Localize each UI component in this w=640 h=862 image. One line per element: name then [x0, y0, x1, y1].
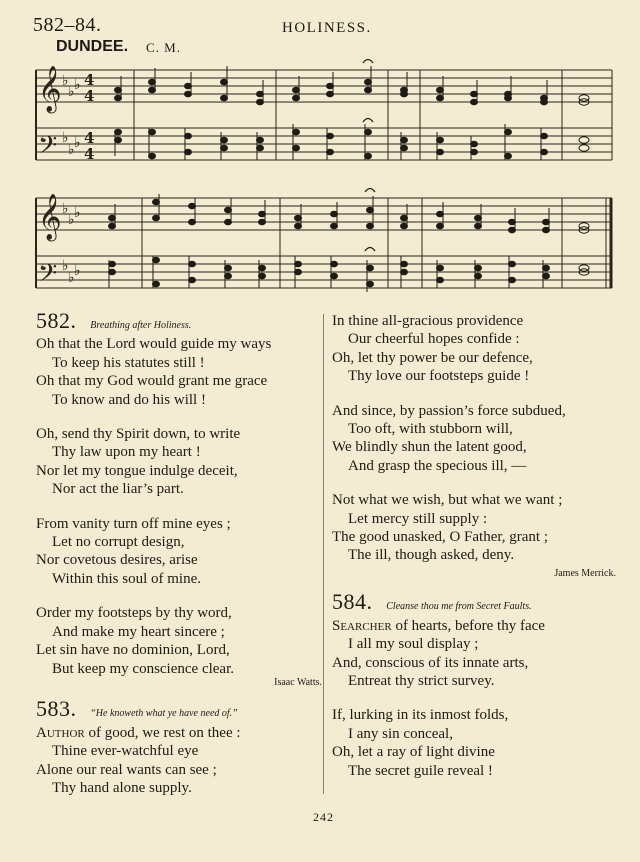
treble-clef-icon: 𝄞: [38, 66, 62, 112]
verse-line: To know and do his will !: [52, 391, 206, 408]
page-number: 242: [313, 810, 334, 824]
score-lines: [36, 70, 612, 288]
verse-line: Let no corrupt design,: [52, 534, 185, 551]
treble-clef-icon: 𝄞: [38, 194, 62, 240]
verse-line: We blindly shun the latent good,: [332, 439, 527, 456]
verse-line: From vanity turn off mine eyes ;: [36, 515, 231, 532]
verse-line: Not what we wish, but what we want ;: [332, 492, 563, 509]
svg-text:♭: ♭: [68, 84, 75, 100]
bass-clef-icon: 𝄢: [38, 131, 58, 166]
hymn-582-heading: [36, 308, 322, 335]
verse-line: Thy law upon my heart !: [52, 444, 201, 461]
verse-line: Oh that the Lord would guide my ways: [36, 336, 272, 353]
svg-text:♭: ♭: [62, 73, 69, 89]
verse-line: I all my soul display ;: [348, 636, 479, 653]
verse-line: Within this soul of mine.: [52, 570, 201, 587]
verse-line: I any sin conceal,: [348, 725, 453, 742]
svg-text:♭: ♭: [74, 135, 81, 151]
svg-text:♭: ♭: [62, 130, 69, 146]
verse-line: And, conscious of its innate arts,: [332, 654, 529, 671]
hymn-number: 582.: [36, 308, 77, 333]
verse-line: Let mercy still supply :: [348, 510, 488, 527]
music-score: [0, 0, 640, 310]
stanza: [36, 335, 322, 409]
verse-line: Our cheerful hopes confide :: [348, 331, 520, 348]
verse-line: Entreat thy strict survey.: [348, 672, 495, 689]
section-title: HOLINESS.: [282, 20, 372, 36]
stanza: [36, 724, 322, 798]
verse-line: Oh, let thy power be our defence,: [332, 349, 533, 366]
verse-line: Order my footsteps by thy word,: [36, 605, 232, 622]
stanza: [332, 312, 616, 386]
first-word: Searcher: [332, 617, 392, 634]
svg-text:4: 4: [84, 71, 95, 89]
verse-line: To keep his statutes still !: [52, 354, 205, 371]
svg-text:♭: ♭: [74, 205, 81, 221]
stanza: [332, 617, 616, 691]
verse-line: Nor let my tongue indulge deceit,: [36, 462, 238, 479]
verse-line: And since, by passion’s force subdued,: [332, 402, 566, 419]
verse-line: The good unasked, O Father, grant ;: [332, 529, 549, 546]
svg-text:♭: ♭: [74, 77, 81, 93]
verse-line: And make my heart sincere ;: [52, 623, 225, 640]
first-word: Author: [36, 724, 85, 741]
hymn-number: 583.: [36, 696, 77, 722]
tune-meter: C. M.: [146, 40, 181, 55]
verse-line: The ill, though asked, deny.: [348, 547, 515, 564]
verse-line: In thine all-gracious providence: [332, 313, 524, 329]
hymn-author: James Merrick.: [554, 567, 616, 579]
svg-text:♭: ♭: [68, 212, 75, 228]
column-divider: [323, 314, 324, 794]
svg-text:♭: ♭: [62, 201, 69, 217]
verse-line: Oh, let a ray of light divine: [332, 744, 495, 761]
first-line-rest: of hearts, before thy face: [391, 617, 545, 634]
bass-clef-icon: 𝄢: [38, 259, 58, 294]
svg-text:♭: ♭: [68, 270, 75, 286]
verse-line: Thy hand alone supply.: [52, 779, 192, 796]
verse-line: Too oft, with stubborn will,: [348, 421, 513, 438]
stanza: [36, 425, 322, 499]
verse-line: Nor covetous desires, arise: [36, 552, 198, 569]
verse-line: Thine ever-watchful eye: [52, 743, 199, 760]
verse-line: The secret guile reveal !: [348, 762, 493, 779]
hymn-subtitle: Breathing after Holiness.: [90, 320, 192, 331]
verse-line: Let sin have no dominion, Lord,: [36, 642, 230, 659]
verse-line: But keep my conscience clear.: [52, 660, 235, 677]
stanza: [332, 402, 616, 476]
hymn-584-heading: [332, 589, 616, 616]
svg-text:♭: ♭: [74, 263, 81, 279]
left-column: [36, 308, 322, 797]
hymn-subtitle: “He knoweth what ye have need of.”: [90, 708, 238, 720]
stanza: [332, 706, 616, 780]
verse-line: Alone our real wants can see ;: [36, 761, 217, 778]
verse-line: Nor act the liar’s part.: [52, 481, 184, 498]
verse-line: If, lurking in its inmost folds,: [332, 707, 509, 724]
stanza: [332, 491, 616, 565]
hymn-583-heading: [36, 696, 322, 723]
verse-line: Oh that my God would grant me grace: [36, 373, 268, 390]
hymn-number: 584.: [332, 589, 373, 615]
svg-text:♭: ♭: [68, 142, 75, 158]
svg-text:4: 4: [84, 129, 95, 147]
right-column: [332, 312, 616, 780]
verse-line: Thy love our footsteps guide !: [348, 368, 530, 385]
svg-text:4: 4: [84, 87, 95, 105]
verse-line: Oh, send thy Spirit down, to write: [36, 426, 241, 443]
tune-name: DUNDEE.: [56, 38, 129, 55]
hymn-author: Isaac Watts.: [274, 676, 322, 688]
svg-text:4: 4: [84, 145, 95, 163]
stanza: [36, 604, 322, 678]
first-line-rest: of good, we rest on thee :: [84, 724, 241, 741]
verse-line: [332, 617, 616, 635]
stanza: [36, 515, 322, 589]
clefs-and-signatures: [38, 66, 94, 294]
svg-text:♭: ♭: [62, 258, 69, 274]
verse-line: [36, 724, 322, 742]
hymn-number-range: 582–84.: [33, 14, 102, 36]
hymn-subtitle: Cleanse thou me from Secret Faults.: [386, 601, 532, 613]
verse-line: And grasp the specious ill, —: [348, 457, 527, 474]
